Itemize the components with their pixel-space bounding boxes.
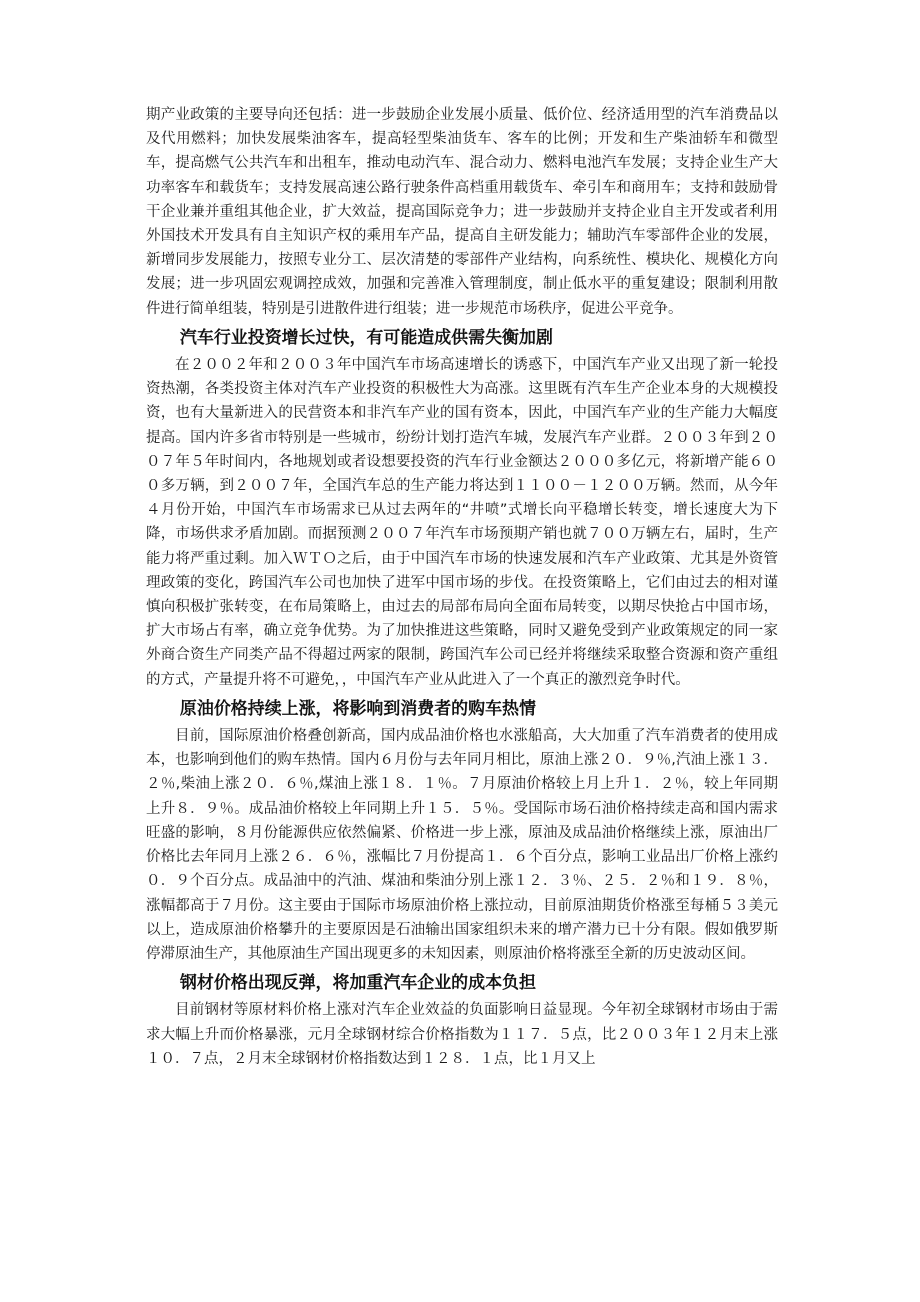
paragraph-steel-price: 目前钢材等原材料价格上涨对汽车企业效益的负面影响日益显现。今年初全球钢材市场由于需求大幅上升而价格暴涨，元月全球钢材综合价格指数为１１７．５点，比２００３年１２月末上涨１０．７点，２月末全球钢材价格指数达到１２８．１点，比１月又上 [146,1002,778,1067]
paragraph-oil-price: 目前，国际原油价格叠创新高，国内成品油价格也水涨船高，大大加重了汽车消费者的使用成本，也影响到他们的购车热情。国内６月份与去年同月相比，原油上涨２０．９％,汽油上涨１３．２％,柴油上涨２０．６％,煤油上涨１８．１％。７月原油价格较上月上升１．２％，较上年同期上升８．９％。成品油价格较上年同期上升１５．５％。受国际市场石油价格持续走高和国内需求旺盛的影响，８月份能源供应依然偏紧、价格进一步上涨，原油及成品油价格继续上涨，原油出厂价格比去年同月上涨２６．６％，涨幅比７月份提高１．６个百分点，影响工业品出厂价格上涨约０．９个百分点。成品油中的汽油、煤油和柴油分别上涨１２．３％、２５．２％和１９．８％，涨幅都高于７月份。这主要由于国际市场原油价格上涨拉动，目前原油期货价格涨至每桶５３美元以上，造成原油价格攀升的主要原因是石油输出国家组织未来的增产潜力已十分有限。假如俄罗斯停滞原油生产，其他原油生产国出现更多的未知因素，则原油价格将涨至全新的历史波动区间。 [146,728,778,962]
section-heading-steel-price: 钢材价格出现反弹，将加重汽车企业的成本负担 [179,972,536,993]
document-page [146,103,778,1071]
paragraph-policy-continuation: 期产业政策的主要导向还包括：进一步鼓励企业发展小质量、低价位、经济适用型的汽车消费品以及代用燃料；加快发展柴油客车，提高轻型柴油货车、客车的比例；开发和生产柴油轿车和微型车，提高燃气公共汽车和出租车，推动电动汽车、混合动力、燃料电池汽车发展；支持企业生产大功率客车和载货车；支持发展高速公路行驶条件高档重用载货车、牵引车和商用车；支持和鼓励骨干企业兼并重组其他企业，扩大效益，提高国际竞争力；进一步鼓励并支持企业自主开发或者利用外国技术开发具有自主知识产权的乘用车产品，提高自主研发能力；辅助汽车零部件企业的发展，新增同步发展能力，按照专业分工、层次清楚的零部件产业结构，向系统性、模块化、规模化方向发展；进一步巩固宏观调控成效，加强和完善准入管理制度，制止低水平的重复建设；限制利用散件进行简单组装，特别是引进散件进行组装；进一步规范市场秩序，促进公平竞争。 [146,107,778,317]
section-heading-investment: 汽车行业投资增长过快，有可能造成供需失衡加剧 [179,326,553,347]
section-heading-oil-price: 原油价格持续上涨，将影响到消费者的购车热情 [179,697,536,718]
paragraph-investment: 在２００２年和２００３年中国汽车市场高速增长的诱惑下，中国汽车产业又出现了新一轮投资热潮，各类投资主体对汽车产业投资的积极性大为高涨。这里既有汽车生产企业本身的大规模投资，也有大量新进入的民营资本和非汽车产业的国有资本，因此，中国汽车产业的生产能力大幅度提高。国内许多省市特别是一些城市，纷纷计划打造汽车城，发展汽车产业群。２００３年到２００７年５年时间内，各地规划或者设想要投资的汽车行业金额达２０００多亿元，将新增产能６００多万辆，到２００７年，全国汽车总的生产能力将达到１１００－１２００万辆。然而，从今年４月份开始，中国汽车市场需求已从过去两年的“井喷”式增长向平稳增长转变，增长速度大为下降，市场供求矛盾加剧。而据预测２００７年汽车市场预期产销也就７００万辆左右，届时，生产能力将严重过剩。加入ＷＴＯ之后，由于中国汽车市场的快速发展和汽车产业政策、尤其是外资管理政策的变化，跨国汽车公司也加快了进军中国市场的步伐。在投资策略上，它们由过去的相对谨慎向积极扩张转变，在布局策略上，由过去的局部布局向全面布局转变，以期尽快抢占中国市场，扩大市场占有率，确立竞争优势。为了加快推进这些策略，同时又避免受到产业政策规定的同一家外商合资生产同类产品不得超过两家的限制，跨国汽车公司已经并将继续采取整合资源和资产重组的方式，产量提升将不可避免，，中国汽车产业从此进入了一个真正的激烈竞争时代。 [146,357,778,688]
